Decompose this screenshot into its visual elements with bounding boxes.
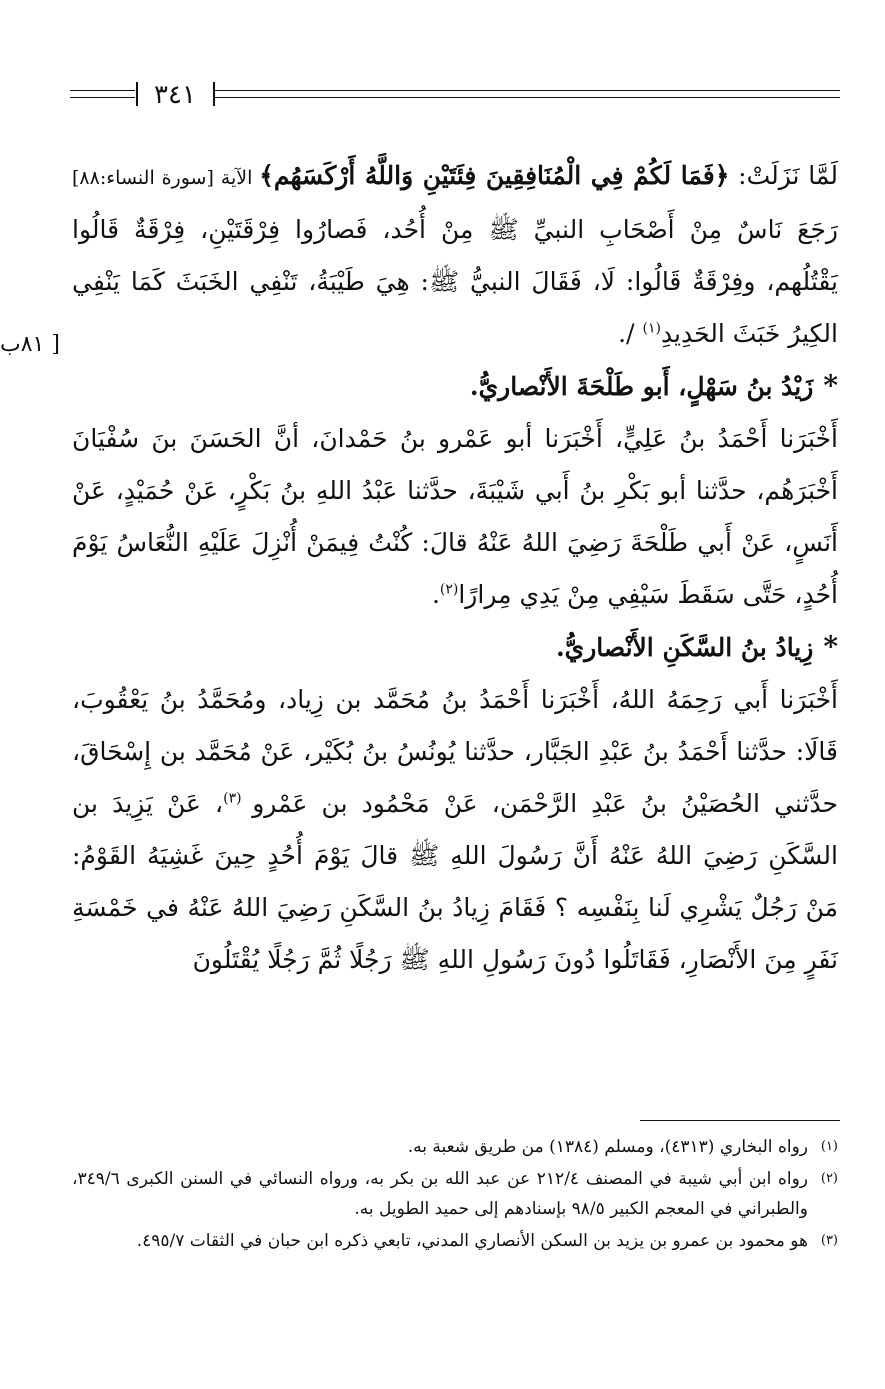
asterisk-icon: * bbox=[823, 630, 838, 663]
header-rule-left bbox=[70, 90, 135, 98]
paragraph-2-end: . bbox=[431, 580, 440, 609]
footnote-separator bbox=[640, 1120, 840, 1121]
header-bar-left bbox=[136, 82, 138, 106]
paragraph-1-end: /. bbox=[618, 319, 643, 348]
entry-heading-zayd bbox=[72, 360, 838, 413]
entry-heading-zayd-text: زَيْدُ بنُ سَهْلٍ، أَبو طَلْحَةَ الأَنْصاريُّ. bbox=[469, 372, 814, 401]
footnotes bbox=[72, 1132, 838, 1258]
footnote-number: (١) bbox=[820, 1139, 838, 1154]
footnote-3 bbox=[72, 1226, 838, 1256]
page-header bbox=[70, 78, 840, 118]
verse-reference: الآية [سورة النساء:٨٨] bbox=[72, 167, 260, 189]
paragraph-2-text: أَخْبَرَنا أَحْمَدُ بنُ عَلِيٍّ، أَخْبَرَنا أبو عَمْرو بنُ حَمْدانَ، أنَّ الحَسَنَ بنَ سُفْيَانَ أَخْبَرَهُم، حدَّثنا أبو بَكْرِ بنُ أَبي شَيْبَةَ، حدَّثنا عَبْدُ اللهِ بنُ بَكْرٍ، عَنْ حُمَيْدٍ، عَنْ أَنَسٍ، عَنْ أَبي طَلْحَةَ رَضِيَ اللهُ عَنْهُ قالَ: كُنْتُ فِيمَنْ أُنْزِلَ عَلَيْهِ النُّعَاسُ يَوْمَ أُحُدٍ، حَتَّى سَقَطَ سَيْفِي مِنْ يَدِي مِرارًا bbox=[72, 424, 838, 609]
footnote-text: هو محمود بن عمرو بن يزيد بن السكن الأنصاري المدني، تابعي ذكره ابن حبان في الثقات ٤٩٥/٧. bbox=[136, 1231, 808, 1251]
footnote-marker-3: (٣) bbox=[223, 790, 253, 807]
page-number: ٣٤١ bbox=[154, 80, 196, 110]
main-text bbox=[72, 150, 838, 986]
entry-heading-ziyad bbox=[72, 621, 838, 674]
footnote-number: (٢) bbox=[820, 1171, 838, 1186]
header-rule-right bbox=[215, 90, 840, 98]
footnote-marker-2: (٢) bbox=[439, 581, 459, 598]
asterisk-icon: * bbox=[823, 369, 838, 402]
paragraph-1-intro: لَمَّا نَزَلَتْ: bbox=[729, 161, 838, 190]
paragraph-2 bbox=[72, 413, 838, 621]
footnote-text: رواه ابن أبي شيبة في المصنف ٢١٢/٤ عن عبد الله بن بكر به، ورواه النسائي في السنن الكبرى ٣٤٩/٦، والطبراني في المعجم الكبير ٩٨/٥ بإسنادهم إلى حميد الطويل به. bbox=[72, 1169, 809, 1219]
paragraph-3 bbox=[72, 674, 838, 986]
paragraph-1-text: رَجَعَ نَاسٌ مِنْ أَصْحَابِ النبيِّ ﷺ مِنْ أُحُد، فَصارُوا فِرْقَتَيْنِ، فِرْقَةٌ قَالُوا يَقْتُلُهم، وفِرْقَةٌ قَالُوا: لَا، فَقَالَ النبيُّ ﷺ: هِيَ طَيْبَةُ، تَنْفِي الخَبَثَ كَمَا يَنْفِي الكِيرُ خَبَثَ الحَدِيدِ bbox=[72, 215, 838, 348]
paragraph-3-rest: ، عَنْ يَزِيدَ بن السَّكَنِ رَضِيَ اللهُ عَنْهُ أَنَّ رَسُولَ اللهِ ﷺ قالَ يَوْمَ أُحُدٍ حِينَ غَشِيَهُ القَوْمُ: مَنْ رَجُلٌ يَشْرِي لَنا بِنَفْسِه ؟ فَقَامَ زِيادُ بنُ السَّكَنِ رَضِيَ اللهُ عَنْهُ في خَمْسَةِ نَفَرٍ مِنَ الأَنْصَارِ، فَقَاتَلُوا دُونَ رَسُولِ اللهِ ﷺ رَجُلًا ثُمَّ رَجُلًا يُقْتَلُونَ bbox=[72, 789, 838, 974]
footnote-text: رواه البخاري (٤٣١٣)، ومسلم (١٣٨٤) من طريق شعبة به. bbox=[407, 1137, 808, 1157]
footnote-number: (٣) bbox=[820, 1233, 838, 1248]
footnote-2 bbox=[72, 1164, 838, 1224]
footnote-1 bbox=[72, 1132, 838, 1162]
entry-heading-ziyad-text: زِيادُ بنُ السَّكَنِ الأَنْصاريُّ. bbox=[555, 633, 814, 662]
marginal-folio-note: [ ٨١ب bbox=[0, 332, 60, 357]
footnote-marker-1: (١) bbox=[642, 320, 661, 337]
paragraph-3-text: أَخْبَرَنا أَبي رَحِمَهُ اللهُ، أَخْبَرَنا أَحْمَدُ بنُ مُحَمَّد بن زِياد، ومُحَمَّدُ بنُ يَعْقُوبَ، قَالَا: حدَّثنا أَحْمَدُ بنُ عَبْدِ الجَبَّار، حدَّثنا يُونُسُ بنُ بُكَيْر، عَنْ مُحَمَّد بن إِسْحَاقَ، حدَّثني الحُصَيْنُ بنُ عَبْدِ الرَّحْمَن، عَنْ مَحْمُود بن عَمْرو bbox=[72, 685, 838, 818]
quran-verse: ﴿فَمَا لَكُمْ فِي الْمُنَافِقِينَ فِئَتَيْنِ وَاللَّهُ أَرْكَسَهُم﴾ bbox=[259, 161, 730, 190]
paragraph-1 bbox=[72, 150, 838, 360]
